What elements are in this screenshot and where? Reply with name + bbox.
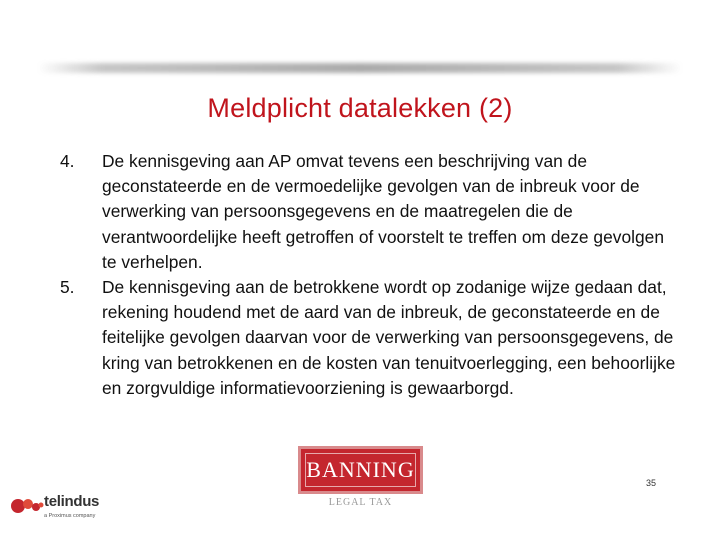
banning-logo: [298, 446, 423, 494]
list-item-text: De kennisgeving aan AP omvat tevens een beschrijving van de geconstateerde en de vermoedelijke gevolgen van de inbreuk voor de verwerking van persoonsgegevens en de maatregelen die de verantwoordelijke heeft getroffen of voorstelt te treffen om deze gevolgen te verhelpen.: [102, 151, 665, 272]
telindus-logo-tagline: a Proximus company: [44, 513, 96, 519]
list-item-number: 5.: [60, 277, 75, 298]
slide-title: Meldplicht datalekken (2): [207, 93, 513, 123]
telindus-logo-name: telindus: [44, 493, 100, 510]
header-divider: [38, 63, 682, 73]
list-item-text: De kennisgeving aan de betrokkene wordt op zodanige wijze gedaan dat, rekening houdend met de aard van de inbreuk, de geconstateerde en de feitelijke gevolgen daarvan voor de verwerking van persoonsgegevens, de kring van betrokkenen en de kosten van tenuitvoerlegging, een behoorlijke en zorgvuldige informatievoorziening is gewaarborgd.: [102, 277, 676, 398]
list-item-number: 4.: [60, 151, 75, 171]
numbered-list: [60, 149, 680, 401]
telindus-mark-icon: [10, 496, 44, 516]
banning-logo-name: BANNING: [305, 453, 416, 487]
page-number: 35: [646, 478, 657, 488]
banning-logo-subtitle: LEGAL TAX: [328, 497, 393, 508]
telindus-logo: [8, 482, 108, 526]
list-item: [60, 275, 680, 401]
list-item: [60, 149, 680, 275]
